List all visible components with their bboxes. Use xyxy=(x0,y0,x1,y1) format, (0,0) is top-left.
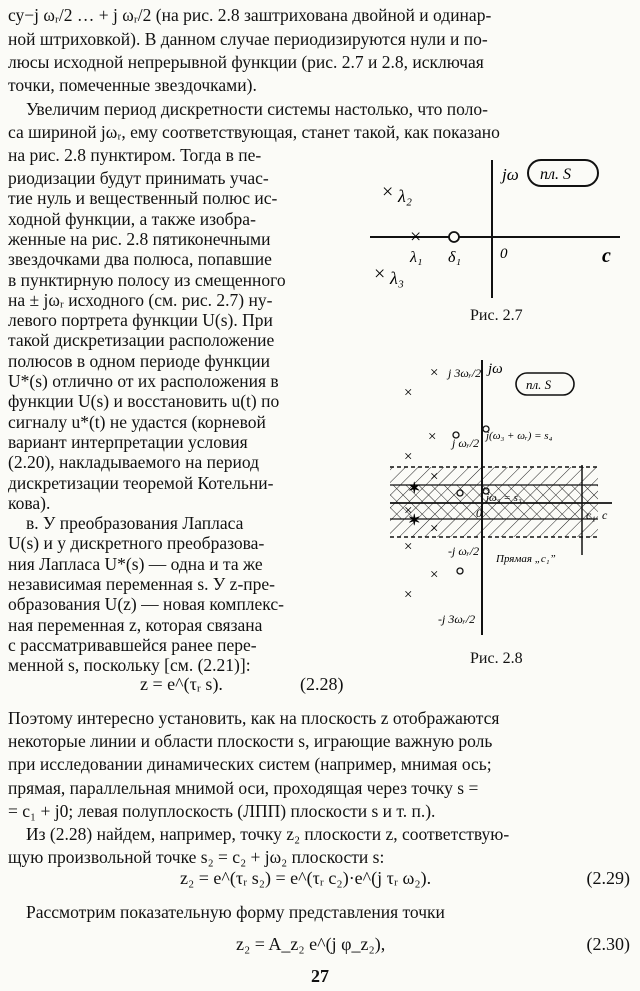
tick-label: -j ωᵣ/2 xyxy=(448,544,480,558)
text-line: на рис. 2.8 пунктиром. Тогда в пе- xyxy=(8,145,262,165)
pole-marker: × xyxy=(382,181,394,203)
text-line: левого портрета функции U(s). При xyxy=(8,310,273,331)
text-line: в пунктирную полосу из смещенного xyxy=(8,269,286,290)
equation-number: (2.30) xyxy=(586,934,630,954)
plane-label: пл. S xyxy=(540,166,571,183)
svg-text:×: × xyxy=(404,449,413,465)
text-line: ния Лапласа U*(s) — одна и та же xyxy=(8,553,263,574)
text-line: независимая переменная s. У z-пре- xyxy=(8,574,275,594)
text-line: образования U(z) — новая комплекс- xyxy=(8,594,284,615)
tick-label: -j 3ωᵣ/2 xyxy=(438,612,476,626)
text-line: точки, помеченные звездочками). xyxy=(8,75,257,95)
text-line: ходной функции, а также изобра- xyxy=(8,208,256,229)
figure-caption: Рис. 2.7 xyxy=(470,307,523,324)
axis-real-label: c xyxy=(602,245,611,267)
text-line: менной s, поскольку [см. (2.21)]: xyxy=(8,655,251,676)
equation-2-30: z₂ = A_z₂ e^(j φ_z₂), xyxy=(236,934,386,954)
text-line: звездочками два полюса, попавшие xyxy=(8,249,272,270)
svg-text:×: × xyxy=(430,521,439,537)
svg-text:×: × xyxy=(404,385,413,401)
text-line: полюсов в одном периоде функции xyxy=(8,350,271,371)
text-line: Поэтому интересно установить, как на плоскость z отображаются xyxy=(8,708,500,728)
svg-text:×: × xyxy=(430,469,439,485)
text-line: ной штриховкой). В данном случае периодизируются нули и по- xyxy=(8,29,488,49)
figure-2-8 xyxy=(390,355,630,645)
pole-marker: × xyxy=(410,226,422,248)
origin-label: 0 xyxy=(500,246,508,262)
svg-text:×: × xyxy=(428,429,437,445)
text-line: прямая, параллельная мнимой оси, проходящая через точку s = xyxy=(8,777,479,798)
page-number: 27 xyxy=(311,966,329,986)
axis-imag-label: jω xyxy=(502,165,519,184)
point-label: λ₁ xyxy=(410,249,423,266)
text-line: некоторые линии и области плоскости s, играющие важную роль xyxy=(8,731,493,752)
text-line: дискретизации теоремой Котельни- xyxy=(8,472,274,493)
zero-marker xyxy=(449,232,459,242)
text-line: (2.20), накладываемого на период xyxy=(8,452,259,473)
figure-caption: Рис. 2.8 xyxy=(470,650,523,667)
figure-2-7 xyxy=(362,150,632,300)
axis-imag-label: jω xyxy=(488,361,503,377)
text-line: при исследовании динамических систем (например, мнимая ось; xyxy=(8,754,492,775)
annotation: jω₃ = s₃ xyxy=(486,492,522,504)
text-line: ная переменная z, которая связана xyxy=(8,614,263,635)
annotation: j(ω₃ + ωᵣ) = s₄ xyxy=(486,430,553,442)
tick-label: j ωᵣ/2 xyxy=(452,436,480,450)
point-label: λ₃ xyxy=(390,268,405,288)
text-line: сигналу u*(t) не удастся (корневой xyxy=(8,411,266,432)
svg-text:✶: ✶ xyxy=(408,513,421,529)
text-line: Увеличим период дискретности системы настолько, что поло- xyxy=(26,99,488,119)
annotation: Прямая „c₁” xyxy=(496,553,556,565)
plane-label: пл. S xyxy=(526,377,552,392)
equation-number: (2.29) xyxy=(586,868,630,888)
svg-text:×: × xyxy=(404,539,413,555)
point-label: δ₁ xyxy=(448,249,461,266)
text-line: риодизации будут принимать учас- xyxy=(8,168,269,188)
text-line: са шириной jωᵣ, ему соответствующая, станет такой, как показано xyxy=(8,122,500,142)
text-line: Рассмотрим показательную форму представления точки xyxy=(26,902,445,922)
text-line: Из (2.28) найдем, например, точку z₂ плоскости z, соответствую- xyxy=(26,824,510,844)
pole-marker: × xyxy=(374,263,386,285)
text-line: женные на рис. 2.8 пятиконечными xyxy=(8,228,271,249)
svg-text:×: × xyxy=(430,365,439,381)
tick-label: j 3ωᵣ/2 xyxy=(448,366,482,380)
text-line: люсы исходной непрерывной функции (рис. 2.7 и 2.8, исключая xyxy=(8,52,484,72)
c1-label: c₁ xyxy=(586,508,596,522)
text-line: = c₁ + j0; левая полуплоскость (ЛПП) плоскости s и т. п.). xyxy=(8,800,436,821)
text-line: функции U(s) и восстановить u(t) по xyxy=(8,391,280,412)
svg-text:×: × xyxy=(430,567,439,583)
text-line: тие нуль и вещественный полюс ис- xyxy=(8,188,278,209)
text-line: в. У преобразования Лапласа xyxy=(26,513,244,534)
equation-2-29: z₂ = e^(τᵣ s₂) = e^(τᵣ c₂)·e^(j τᵣ ω₂). xyxy=(180,868,432,888)
point-label: λ₂ xyxy=(398,186,413,206)
origin-label: 0 xyxy=(476,506,482,520)
text-line: су−j ωᵣ/2 … + j ωᵣ/2 (на рис. 2.8 заштрихована двойной и одинар- xyxy=(8,5,492,25)
text-line: U*(s) отлично от их расположения в xyxy=(8,371,279,391)
text-line: такой дискретизации расположение xyxy=(8,330,275,351)
svg-text:×: × xyxy=(404,503,413,519)
text-line: щую произвольной точке s₂ = c₂ + jω₂ плоскости s: xyxy=(8,847,385,868)
svg-text:✶: ✶ xyxy=(408,481,421,497)
axis-real-label: c xyxy=(602,508,608,522)
text-line: кова). xyxy=(8,492,51,513)
svg-text:×: × xyxy=(404,587,413,603)
equation-number: (2.28) xyxy=(300,674,344,694)
text-line: U(s) и у дискретного преобразова- xyxy=(8,533,265,554)
text-line: вариант интерпретации условия xyxy=(8,431,248,452)
equation-2-28: z = e^(τᵣ s). xyxy=(140,674,223,694)
text-line: на ± jωᵣ исходного (см. рис. 2.7) ну- xyxy=(8,289,273,310)
text-line: с рассматривавшейся ранее пере- xyxy=(8,634,257,655)
